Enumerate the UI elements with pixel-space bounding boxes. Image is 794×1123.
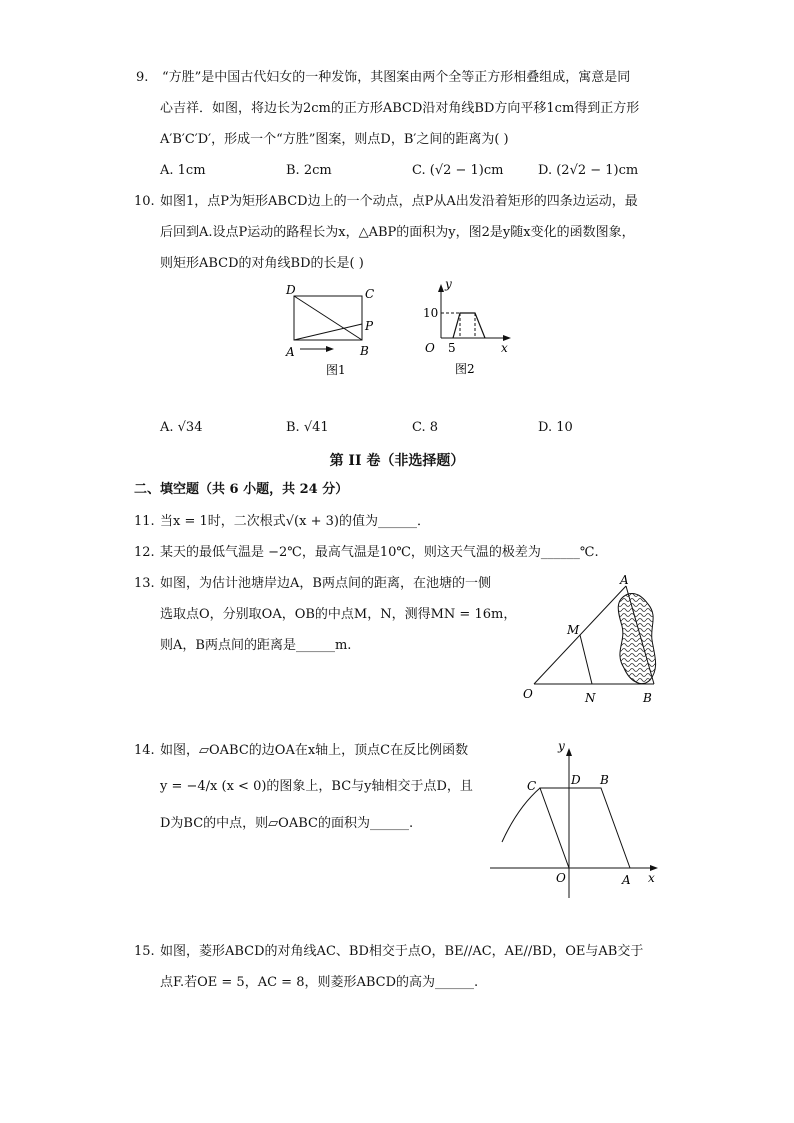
fig1-label-d: D <box>286 283 296 297</box>
parallelogram-oabc <box>540 788 630 868</box>
fig2-y-tick: 10 <box>423 306 439 320</box>
q14-label-d: D <box>571 773 581 787</box>
fig1-label-c: C <box>365 287 375 301</box>
q9-option-b: B. 2cm <box>286 163 332 178</box>
q14-line2: y = −4/x (x < 0)的图象上，BC与y轴相交于点D，且 <box>160 779 473 794</box>
q10-number: 10. <box>134 194 155 209</box>
q13-label-n: N <box>585 691 596 705</box>
q14-label-y: y <box>558 739 565 753</box>
q10-option-a: A. √34 <box>160 420 203 435</box>
fig1-label-b: B <box>360 344 369 358</box>
fig2-y-label: y <box>445 278 452 291</box>
hyperbola-curve <box>502 788 540 842</box>
segment-mn <box>580 635 592 684</box>
diagonal-db <box>294 296 362 340</box>
q9-option-c: C. (√2 − 1)cm <box>412 163 504 178</box>
q13-label-a: A <box>620 573 629 587</box>
section-title: 第 II 卷（非选择题） <box>329 453 465 469</box>
q10-figure1 <box>280 280 390 380</box>
y-axis-arrow-icon <box>438 284 444 292</box>
q12-text: 某天的最低气温是 −2℃，最高气温是10℃，则这天气温的极差为______℃. <box>160 545 599 560</box>
q14-label-x: x <box>648 871 655 885</box>
fig1-label-a: A <box>286 345 295 359</box>
fig2-origin: O <box>425 341 435 355</box>
q13-number: 13. <box>134 576 155 591</box>
q10-line3: 则矩形ABCD的对角线BD的长是( ) <box>160 256 364 271</box>
fig1-label-p: P <box>365 319 374 333</box>
q14-line3: D为BC的中点，则▱OABC的面积为______. <box>160 816 414 831</box>
arrow-head-icon <box>326 346 334 352</box>
q9-line1: “方胜”是中国古代妇女的一种发饰，其图案由两个全等正方形相叠组成，寓意是同 <box>162 70 631 85</box>
q13-line1: 如图，为估计池塘岸边A，B两点间的距离，在池塘的一侧 <box>160 576 491 591</box>
q13-line2: 选取点O，分别取OA，OB的中点M，N，测得MN = 16m， <box>160 607 517 622</box>
q14-figure <box>486 738 666 903</box>
q11-text: 当x = 1时，二次根式√(x + 3)的值为______． <box>160 514 430 529</box>
q13-line3: 则A，B两点间的距离是______m. <box>160 638 352 653</box>
q13-label-o: O <box>523 687 533 701</box>
q10-option-c: C. 8 <box>412 420 439 435</box>
q13-figure <box>518 572 668 712</box>
q14-label-c: C <box>527 779 537 793</box>
q14-label-b: B <box>600 773 609 787</box>
q10-figure2 <box>415 278 525 378</box>
section-heading: 二、填空题（共 6 小题，共 24 分） <box>134 482 349 497</box>
q15-line1: 如图，菱形ABCD的对角线AC、BD相交于点O，BE//AC，AE//BD，OE与AB交于 <box>160 944 644 959</box>
q10-line1: 如图1，点P为矩形ABCD边上的一个动点，点P从A出发沿着矩形的四条边运动，最 <box>160 194 638 209</box>
q9-option-d: D. (2√2 − 1)cm <box>538 163 639 178</box>
fig2-caption: 图2 <box>455 362 475 376</box>
q15-number: 15. <box>134 944 155 959</box>
q10-line2: 后回到A.设点P运动的路程长为x，△ABP的面积为y，图2是y随x变化的函数图象， <box>160 225 635 240</box>
segment-ap <box>294 324 362 340</box>
q9-number: 9. <box>136 70 149 85</box>
q14-y-arrow-icon <box>566 748 572 756</box>
q9-option-a: A. 1cm <box>160 163 206 178</box>
q9-line3: A′B′C′D′，形成一个“方胜”图案，则点D，B′之间的距离为( ) <box>160 132 509 147</box>
fig2-x-label: x <box>501 341 508 355</box>
q13-label-b: B <box>643 691 652 705</box>
fig2-graph-line <box>453 313 485 338</box>
fig1-caption: 图1 <box>326 363 346 377</box>
q14-label-a: A <box>622 873 631 887</box>
q14-label-o: O <box>556 871 566 885</box>
q13-label-m: M <box>567 623 580 637</box>
q12-number: 12. <box>134 545 155 560</box>
q14-line1: 如图，▱OABC的边OA在x轴上，顶点C在反比例函数 <box>160 743 469 758</box>
q15-line2: 点F.若OE = 5，AC = 8，则菱形ABCD的高为______. <box>160 975 479 990</box>
q10-option-b: B. √41 <box>286 420 329 435</box>
q14-number: 14. <box>134 743 155 758</box>
q10-option-d: D. 10 <box>538 420 573 435</box>
q11-number: 11. <box>134 514 155 529</box>
fig2-x-tick: 5 <box>448 341 456 355</box>
q9-line2: 心吉祥．如图，将边长为2cm的正方形ABCD沿对角线BD方向平移1cm得到正方形 <box>160 101 640 116</box>
